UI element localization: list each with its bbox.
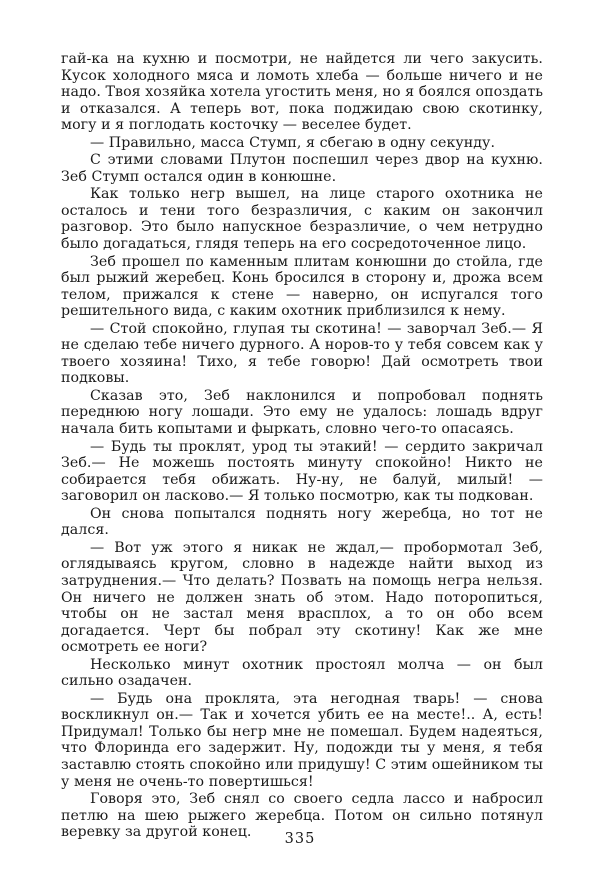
body-text [61, 51, 543, 841]
paragraph: — Вот уж этого я никак не ждал,— пробормотал Зеб, оглядываясь кругом, словно в надежде найти выход из затруднения.— Что делать? Позвать на помощь негра нельзя. Он ничего не должен знать об этом. Надо поторопиться, чтобы он не застал меня врасплох, а то он обо всем догадается. Черт бы побрал эту скотину! Как же мне осмотреть ее ноги? [61, 539, 543, 656]
paragraph: — Будь она проклята, эта негодная тварь! — снова воскликнул он.— Так и хочется убить ее на месте!.. А, есть! Придумал! Только бы негр мне не помешал. Будем надеяться, что Флоринда его задержит. Ну, подожди ты у меня, я тебя заставлю стоять спокойно или придушу! С этим ошейником ты у меня не очень-то повертишься! [61, 690, 543, 790]
paragraph: Сказав это, Зеб наклонился и попробовал поднять переднюю ногу лошади. Это ему не удалось: лошадь вдруг начала бить копытами и фыркать, словно чего-то опасаясь. [61, 387, 543, 438]
paragraph: — Будь ты проклят, урод ты этакий! — сердито закричал Зеб.— Не можешь постоять минуту спокойно! Никто не собирается тебя обижать. Ну-ну, не балуй, милый! — заговорил он ласково.— Я только посмотрю, как ты подкован. [61, 438, 543, 505]
page-number: 335 [284, 831, 316, 847]
paragraph: Он снова попытался поднять ногу жеребца, но тот не дался. [61, 505, 543, 539]
paragraph: — Стой спокойно, глупая ты скотина! — заворчал Зеб.— Я не сделаю тебе ничего дурного. А норов-то у тебя совсем как у твоего хозяина! Тихо, я тебе говорю! Дай осмотреть твои подковы. [61, 320, 543, 387]
paragraph: С этими словами Плутон поспешил через двор на кухню. Зеб Стумп остался один в конюшне. [61, 152, 543, 185]
paragraph: Зеб прошел по каменным плитам конюшни до стойла, где был рыжий жеребец. Конь бросился в сторону и, дрожа всем телом, прижался к стене — наверно, он испугался того решительного вида, с каким охотник приблизился к нему. [61, 253, 543, 320]
paragraph: Говоря это, Зеб снял со своего седла лассо и набросил петлю на шею рыжего жеребца. Потом он сильно потянул веревку за другой конец. [61, 791, 543, 841]
paragraph: Несколько минут охотник простоял молча — он был сильно озадачен. [61, 656, 543, 690]
paragraph: Как только негр вышел, на лице старого охотника не осталось и тени того безразличия, с каким он закончил разговор. Это было напускное безразличие, о чем нетрудно было догадаться, глядя теперь на его сосредоточенное лицо. [61, 186, 543, 253]
paragraph: гай-ка на кухню и посмотри, не найдется ли чего закусить. Кусок холодного мяса и ломоть хлеба — больше ничего и не надо. Твоя хозяйка хотела угостить меня, но я боялся опоздать и отказался. А теперь вот, пока поджидаю свою скотинку, могу и я поглодать косточку — веселее будет. [61, 51, 543, 134]
paragraph: — Правильно, масса Стумп, я сбегаю в одну секунду. [90, 134, 496, 151]
